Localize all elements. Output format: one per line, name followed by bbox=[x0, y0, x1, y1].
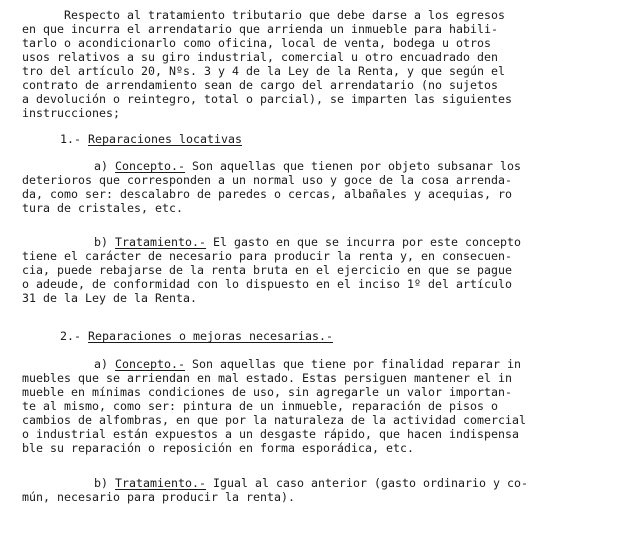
item-marker: a) bbox=[94, 357, 109, 371]
concept-paragraph-start bbox=[94, 358, 521, 371]
intro-line: instrucciones; bbox=[22, 106, 121, 120]
intro-line: contrato de arrendamiento sean de cargo del arrendatario (no sujetos bbox=[22, 78, 499, 92]
intro-line: usos relativos a su giro industrial, comercial u otro encuadrado den bbox=[22, 50, 499, 64]
paragraph-line: Igual al caso anterior (gasto ordinario y co- bbox=[206, 476, 529, 490]
intro-line: a devolución o reintegro, total o parcial), se imparten las siguientes bbox=[22, 92, 513, 106]
paragraph-line: mún, necesario para producir la renta). bbox=[22, 490, 296, 504]
paragraph-line: o adeude, de conformidad con lo dispuesto en el inciso 1º del artículo bbox=[22, 277, 513, 291]
paragraph-line: muebles que se arriendan en mal estado. Estas persiguen mantener el in bbox=[22, 371, 513, 385]
treatment-paragraph-start bbox=[94, 236, 521, 249]
item-heading: Tratamiento.- bbox=[115, 235, 207, 249]
concept-paragraph-start bbox=[94, 160, 521, 173]
section-number: 1.- bbox=[60, 132, 82, 146]
paragraph-line: cia, puede rebajarse de la renta bruta en el ejercicio en que se pague bbox=[22, 263, 513, 277]
section-title: Reparaciones locativas bbox=[88, 132, 243, 146]
paragraph-line: 31 de la Ley de la Renta. bbox=[22, 291, 198, 305]
section-number: 2.- bbox=[60, 329, 82, 343]
section-title: Reparaciones o mejoras necesarias.- bbox=[88, 329, 334, 343]
intro-line: tro del artículo 20, Nºs. 3 y 4 de la Ley de la Renta, y que según el bbox=[22, 64, 506, 78]
intro-line: en que incurra el arrendatario que arrienda un inmueble para habili- bbox=[22, 22, 499, 36]
item-heading: Concepto.- bbox=[115, 357, 186, 371]
item-marker: a) bbox=[94, 159, 109, 173]
paragraph-line: te al mismo, como ser: pintura de un inmueble, reparación de pisos o bbox=[22, 399, 499, 413]
paragraph-line: Son aquellas que tienen por objeto subsanar los bbox=[185, 159, 522, 173]
paragraph-line: da, como ser: descalabro de paredes o cercas, albañales y acequias, ro bbox=[22, 187, 513, 201]
paragraph-line: tura de cristales, etc. bbox=[22, 201, 184, 215]
paragraph-line: Son aquellas que tiene por finalidad reparar in bbox=[185, 357, 522, 371]
paragraph-line: El gasto en que se incurra por este concepto bbox=[206, 235, 522, 249]
item-marker: b) bbox=[94, 235, 109, 249]
paragraph-line: o industrial están expuestos a un desgaste rápido, que hacen indispensa bbox=[22, 427, 520, 441]
paragraph-line: deterioros que corresponden a un normal uso y goce de la cosa arrenda- bbox=[22, 173, 513, 187]
intro-line: tarlo o acondicionarlo como oficina, local de venta, bodega u otros bbox=[22, 36, 492, 50]
item-marker: b) bbox=[94, 476, 109, 490]
section-1-heading bbox=[60, 133, 242, 146]
item-heading: Tratamiento.- bbox=[115, 476, 207, 490]
item-heading: Concepto.- bbox=[115, 159, 186, 173]
paragraph-line: ble su reparación o reposición en forma esporádica, etc. bbox=[22, 441, 415, 455]
intro-line: Respecto al tratamiento tributario que debe darse a los egresos bbox=[64, 8, 506, 22]
paragraph-line: tiene el carácter de necesario para producir la renta y, en consecuen- bbox=[22, 249, 513, 263]
section-2-heading bbox=[60, 330, 333, 343]
treatment-paragraph-start bbox=[94, 477, 528, 490]
paragraph-line: cambios de alfombras, en que por la naturaleza de la actividad comercial bbox=[22, 413, 527, 427]
paragraph-line: mueble en mínimas condiciones de uso, sin agregarle un valor importan- bbox=[22, 385, 513, 399]
